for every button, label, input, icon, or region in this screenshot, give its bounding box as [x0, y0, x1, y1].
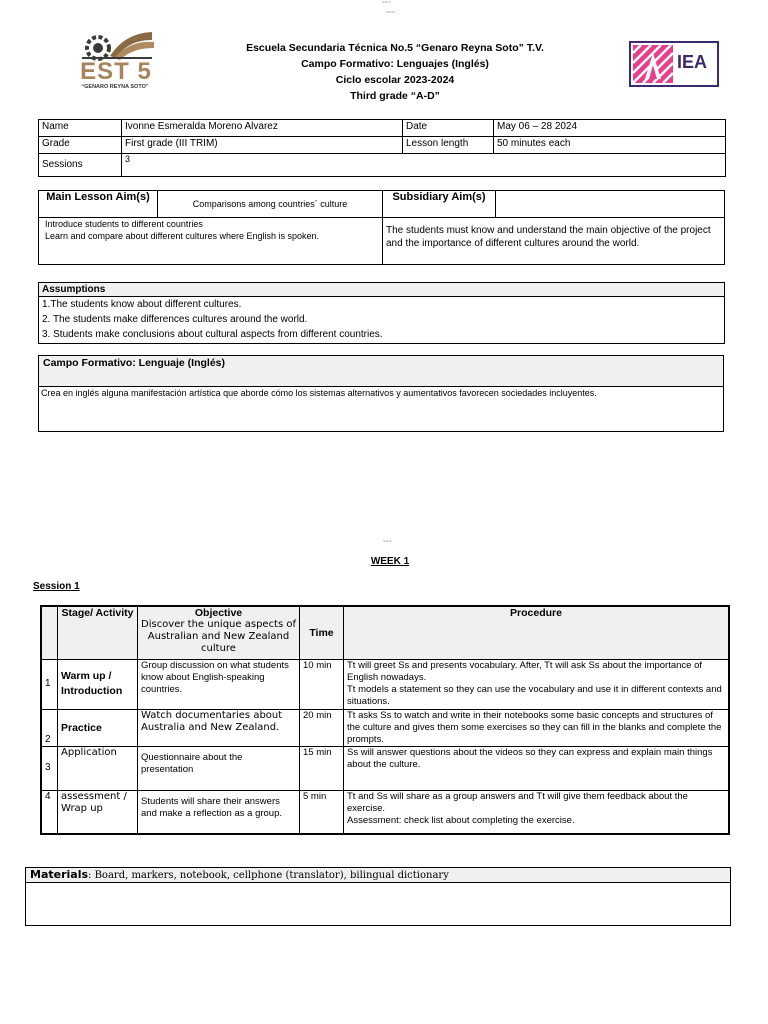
materials-label: Materials — [30, 868, 89, 881]
iea-pattern-icon — [633, 45, 673, 83]
plan-row — [41, 709, 729, 746]
week-mark: ~~~ — [382, 539, 392, 545]
plan-row-procedure: Tt will greet Ss and presents vocabulary. After, Tt will ask Ss about the importance of English nowadays. Tt models a statement so they can use the vocabulary and use it in different contexts and situations. — [344, 659, 730, 709]
plan-row-time: 5 min — [300, 790, 344, 834]
plan-row-objective: Watch documentaries about Australia and New Zealand. — [138, 709, 300, 746]
plan-row-num: 1 — [41, 659, 58, 709]
aim-point-2: Learn and compare about different cultures where English is spoken. — [45, 231, 319, 241]
plan-row-num: 2 — [41, 709, 58, 746]
school-name: Escuela Secundaria Técnica No.5 “Genaro Reyna Soto” T.V. — [246, 42, 544, 54]
plan-row-procedure: Ss will answer questions about the videos so they can express and explain main things about the culture. — [344, 746, 730, 790]
plan-row-objective: Questionnaire about the presentation — [138, 746, 300, 790]
assumptions-title: Assumptions — [39, 283, 724, 297]
campo-formativo-text: Crea en inglés alguna manifestación artística que aborde cómo los sistemas alternativos y aumentativos favorecen sociedades incluyentes. — [41, 388, 597, 398]
iea-logo-text: IEA — [677, 52, 708, 72]
session-title: Session 1 — [33, 581, 80, 592]
grade-heading: Third grade “A-D” — [350, 90, 440, 102]
plan-row-num: 4 — [41, 790, 58, 834]
sessions-value: 3 — [122, 154, 726, 177]
assumption-item-3: 3. Students make conclusions about cultural aspects from different countries. — [42, 329, 383, 340]
plan-row-time: 10 min — [300, 659, 344, 709]
plan-row — [41, 790, 729, 834]
plan-row-procedure: Tt asks Ss to watch and write in their notebooks some basic concepts and structures of the culture and gives them some exercises so they can fill in the blanks and complete the prompts. — [344, 709, 730, 746]
date-value: May 06 – 28 2024 — [494, 120, 726, 137]
plan-row — [41, 746, 729, 790]
plan-num-header — [41, 606, 58, 659]
plan-row-time: 20 min — [300, 709, 344, 746]
ciclo-escolar: Ciclo escolar 2023-2024 — [335, 74, 455, 86]
top-mark-2: ~~~ — [385, 10, 395, 16]
name-value: Ivonne Esmeralda Moreno Alvarez — [122, 120, 403, 137]
campo-formativo-title: Campo Formativo: Lenguaje (Inglés) — [39, 356, 723, 387]
lesson-length-value: 50 minutes each — [494, 137, 726, 154]
aim-objective-text: The students must know and understand the main objective of the project and the importance of different cultures around the world. — [383, 218, 725, 265]
aims-table — [38, 190, 725, 265]
logo-est-subtext: “GENARO REYNA SOTO” — [81, 84, 149, 90]
plan-row-objective: Students will share their answers and make a reflection as a group. — [138, 790, 300, 834]
session-plan-table — [40, 605, 730, 835]
materials-bar — [26, 868, 730, 883]
assumption-item-1: 1.The students know about different cultures. — [42, 299, 242, 310]
assumptions-box — [38, 282, 725, 344]
aim-point-1: Introduce students to different countries — [45, 219, 203, 229]
plan-row-num: 3 — [41, 746, 58, 790]
lesson-info-table — [38, 119, 726, 177]
time-header: Time — [300, 606, 344, 659]
plan-row-stage: Warm up / Introduction — [58, 659, 138, 709]
plan-row-objective: Group discussion on what students know about English-speaking countries. — [138, 659, 300, 709]
logo-est-text: EST 5 — [80, 58, 152, 85]
plan-row-time: 15 min — [300, 746, 344, 790]
assumption-item-2: 2. The students make differences cultures around the world. — [42, 314, 308, 325]
main-aim-label: Main Lesson Aim(s) — [39, 191, 158, 218]
materials-text: : Board, markers, notebook, cellphone (translator), bilingual dictionary — [88, 870, 449, 881]
main-aim-value: Comparisons among countries´ culture — [158, 191, 383, 218]
subsidiary-aim-label: Subsidiary Aim(s) — [383, 191, 496, 218]
est5-logo — [70, 28, 160, 100]
objective-note: Discover the unique aspects of Australian and New Zealand culture — [141, 619, 297, 654]
objective-header-label: Objective — [194, 607, 243, 619]
week-title: WEEK 1 — [370, 556, 410, 567]
campo-formativo-heading: Campo Formativo: Lenguajes (Inglés) — [301, 58, 489, 70]
objective-header — [138, 606, 300, 659]
grade-label: Grade — [39, 137, 122, 154]
iea-logo — [629, 41, 719, 87]
aim-points — [39, 218, 383, 265]
document-header — [200, 40, 590, 104]
grade-value: First grade (III TRIM) — [122, 137, 403, 154]
subsidiary-aim-value — [496, 191, 725, 218]
plan-row-procedure: Tt and Ss will share as a group answers and Tt will give them feedback about the exercise. Assessment: check list about completing the exercise. — [344, 790, 730, 834]
procedure-header: Procedure — [344, 606, 730, 659]
lesson-length-label: Lesson length — [403, 137, 494, 154]
plan-row-stage: Application — [58, 746, 138, 790]
plan-row-stage: assessment / Wrap up — [58, 790, 138, 834]
plan-row-stage: Practice — [58, 709, 138, 746]
materials-box — [25, 867, 731, 926]
plan-row — [41, 659, 729, 709]
campo-formativo-box — [38, 355, 724, 432]
top-mark-1: ~~~ — [381, 0, 391, 6]
stage-header: Stage/ Activity — [58, 606, 138, 659]
date-label: Date — [403, 120, 494, 137]
sessions-label: Sessions — [39, 154, 122, 177]
name-label: Name — [39, 120, 122, 137]
